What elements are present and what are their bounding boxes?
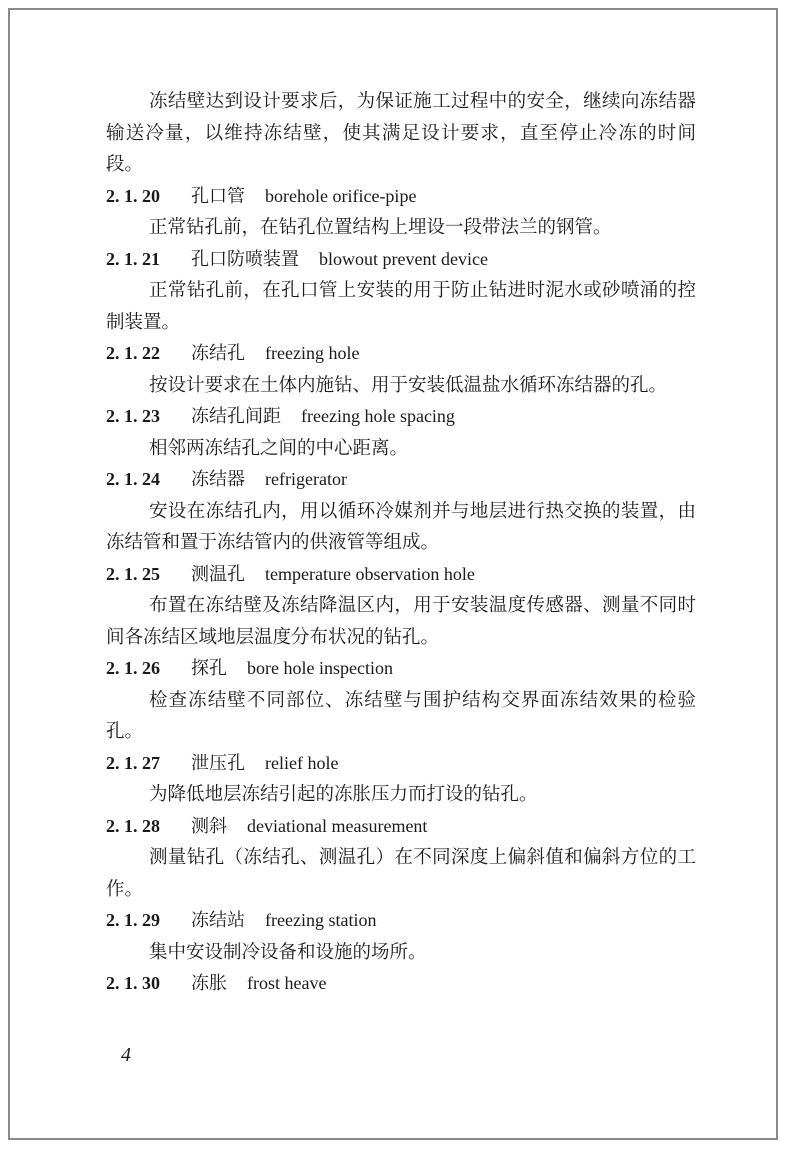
term-definition: 正常钻孔前，在钻孔位置结构上埋设一段带法兰的钢管。 — [149, 217, 612, 238]
term-entry-2-1-27 — [106, 748, 696, 811]
term-definition: 集中安设制冷设备和设施的场所。 — [149, 941, 427, 963]
term-number: 2. 1. 20 — [106, 185, 160, 206]
term-number: 2. 1. 29 — [106, 910, 160, 930]
term-entry-2-1-20 — [106, 181, 696, 244]
term-number: 2. 1. 24 — [106, 469, 160, 489]
term-chinese: 冻胀 — [191, 973, 227, 994]
term-number: 2. 1. 22 — [106, 343, 160, 363]
term-chinese: 冻结器 — [191, 469, 245, 490]
document-body — [106, 86, 696, 1000]
term-number: 2. 1. 26 — [106, 658, 160, 678]
term-number: 2. 1. 30 — [106, 973, 160, 993]
term-definition: 正常钻孔前，在孔口管上安装的用于防止钻进时泥水或砂喷涌的控制装置。 — [106, 280, 696, 333]
term-entry-2-1-28 — [106, 811, 696, 906]
term-heading — [106, 559, 696, 591]
term-definition: 为降低地层冻结引起的冻胀压力而打设的钻孔。 — [149, 784, 538, 805]
term-entry-2-1-25 — [106, 559, 696, 654]
term-number: 2. 1. 25 — [106, 563, 160, 584]
term-definition: 测量钻孔（冻结孔、测温孔）在不同深度上偏斜值和偏斜方位的工作。 — [106, 847, 696, 900]
term-english: refrigerator — [265, 469, 347, 489]
term-chinese: 冻结孔间距 — [191, 406, 281, 427]
term-english: freezing station — [265, 910, 377, 930]
term-english: relief hole — [265, 752, 339, 773]
term-chinese: 测斜 — [191, 815, 227, 837]
term-heading — [106, 244, 696, 276]
term-heading — [106, 811, 696, 843]
term-chinese: 孔口管 — [191, 185, 245, 207]
term-definition: 按设计要求在土体内施钻、用于安装低温盐水循环冻结器的孔。 — [149, 374, 668, 396]
term-number: 2. 1. 27 — [106, 752, 160, 773]
term-definition: 布置在冻结壁及冻结降温区内，用于安装温度传感器、测量不同时间各冻结区域地层温度分布状况的钻孔。 — [106, 595, 696, 648]
page-number: 4 — [121, 1044, 131, 1066]
term-chinese: 孔口防喷装置 — [191, 248, 299, 270]
term-definition: 安设在冻结孔内，用以循环冷媒剂并与地层进行热交换的装置，由冻结管和置于冻结管内的供液管等组成。 — [106, 500, 696, 553]
term-heading — [106, 905, 696, 937]
term-english: borehole orifice-pipe — [265, 185, 417, 206]
term-heading — [106, 401, 696, 433]
term-english: freezing hole spacing — [301, 406, 455, 426]
intro-paragraph: 冻结壁达到设计要求后，为保证施工过程中的安全，继续向冻结器输送冷量，以维持冻结壁，使其满足设计要求，直至停止冷冻的时间段。 — [106, 91, 696, 175]
term-number: 2. 1. 28 — [106, 815, 160, 836]
term-entry-2-1-22 — [106, 338, 696, 401]
term-heading — [106, 653, 696, 685]
term-entry-2-1-24 — [106, 464, 696, 559]
term-heading — [106, 968, 696, 1000]
term-entry-2-1-30 — [106, 968, 696, 1000]
term-number: 2. 1. 23 — [106, 406, 160, 426]
term-entry-2-1-29 — [106, 905, 696, 968]
term-english: freezing hole — [265, 343, 360, 363]
term-definition: 相邻两冻结孔之间的中心距离。 — [149, 437, 409, 459]
term-heading — [106, 464, 696, 496]
term-definition: 检查冻结壁不同部位、冻结壁与围护结构交界面冻结效果的检验孔。 — [106, 689, 696, 742]
term-english: bore hole inspection — [247, 658, 393, 678]
term-chinese: 泄压孔 — [191, 752, 245, 774]
term-entry-2-1-21 — [106, 244, 696, 339]
term-english: frost heave — [247, 973, 327, 993]
term-entry-2-1-23 — [106, 401, 696, 464]
term-english: deviational measurement — [247, 815, 428, 836]
term-number: 2. 1. 21 — [106, 248, 160, 269]
term-heading — [106, 748, 696, 780]
term-heading — [106, 181, 696, 213]
term-chinese: 探孔 — [191, 658, 227, 679]
term-chinese: 测温孔 — [191, 563, 245, 585]
term-english: temperature observation hole — [265, 563, 475, 584]
term-chinese: 冻结站 — [191, 910, 245, 931]
term-english: blowout prevent device — [319, 248, 488, 269]
term-entry-2-1-26 — [106, 653, 696, 748]
term-chinese: 冻结孔 — [191, 343, 245, 364]
term-heading — [106, 338, 696, 370]
